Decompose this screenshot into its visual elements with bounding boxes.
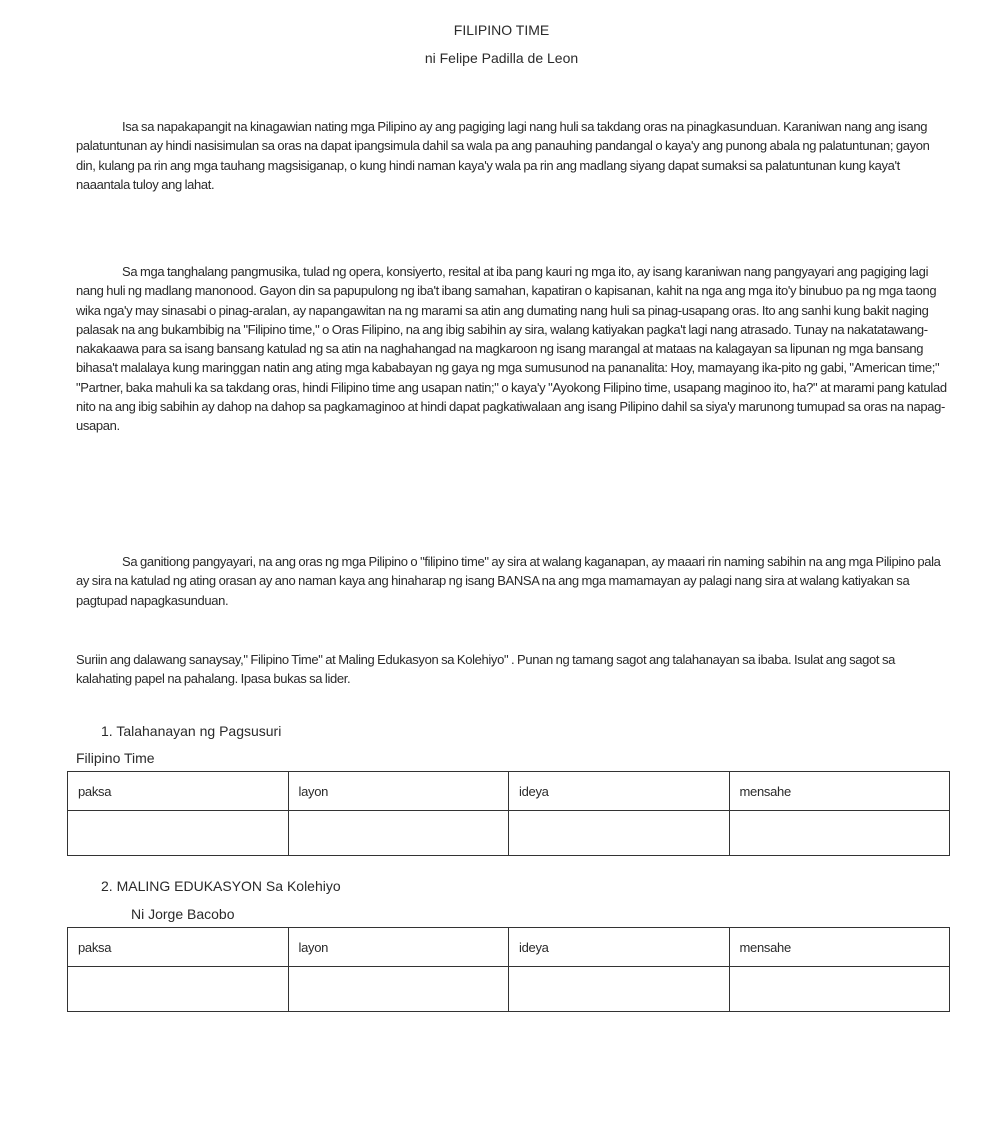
document-title: FILIPINO TIME bbox=[453, 22, 550, 38]
table-row bbox=[68, 811, 950, 856]
table-header-cell: layon bbox=[288, 928, 509, 967]
table-empty-cell bbox=[288, 967, 509, 1012]
section-1-heading: 1. Talahanayan ng Pagsusuri bbox=[101, 723, 282, 739]
table-empty-cell bbox=[509, 967, 730, 1012]
table-header-cell: paksa bbox=[68, 928, 289, 967]
table-empty-cell bbox=[68, 811, 289, 856]
section-2-heading: 2. MALING EDUKASYON Sa Kolehiyo bbox=[101, 878, 341, 894]
table-empty-cell bbox=[729, 811, 950, 856]
table-header-cell: layon bbox=[288, 772, 509, 811]
table-header-cell: mensahe bbox=[729, 772, 950, 811]
table-empty-cell bbox=[68, 967, 289, 1012]
document-author: ni Felipe Padilla de Leon bbox=[424, 50, 579, 66]
table-header-row bbox=[68, 772, 950, 811]
table-empty-cell bbox=[729, 967, 950, 1012]
table-header-cell: ideya bbox=[509, 772, 730, 811]
table-empty-cell bbox=[288, 811, 509, 856]
paragraph-3: Sa ganitiong pangyayari, na ang oras ng mga Pilipino o "filipino time" ay sira at walang kaganapan, ay maaari rin naming sabihin na ang mga Pilipino pala ay sira na katulad ng ating orasan ay ano naman kaya ang hinaharap ng isang BANSA na ang mga mamamayan ay palagi nang sira at walang katiyakan sa pagtupad napagkasunduan. bbox=[76, 554, 941, 608]
table-row bbox=[68, 967, 950, 1012]
table-header-cell: ideya bbox=[509, 928, 730, 967]
section-1-subtitle: Filipino Time bbox=[76, 750, 155, 766]
instructions-paragraph: Suriin ang dalawang sanaysay," Filipino Time" at Maling Edukasyon sa Kolehiyo" . Punan ng tamang sagot ang talahanayan sa ibaba. Isulat ang sagot sa kalahating papel na pahalang. Ipasa bukas sa lider. bbox=[76, 652, 895, 687]
analysis-table-1 bbox=[67, 771, 950, 856]
paragraph-1: Isa sa napakapangit na kinagawian nating mga Pilipino ay ang pagiging lagi nang huli sa takdang oras na pinagkasunduan. Karaniwan nang ang isang palatuntunan ay hindi nasisimulan sa oras na dapat ipangsimula dahil sa wala pa ang panauhing pandangal o kaya'y ang punong abala ng palatuntunan; gayon din, kulang pa rin ang mga tauhang magsisiganap, o kung hindi naman kaya'y wala pa rin ang madlang siyang dapat sumaksi sa palatuntunan kung kaya't naaantala tuloy ang lahat. bbox=[76, 119, 930, 192]
table-header-cell: mensahe bbox=[729, 928, 950, 967]
section-2-author: Ni Jorge Bacobo bbox=[131, 906, 235, 922]
analysis-table-2 bbox=[67, 927, 950, 1012]
paragraph-2: Sa mga tanghalang pangmusika, tulad ng opera, konsiyerto, resital at iba pang kauri ng mga ito, ay isang karaniwan nang pangyayari ang pagiging lagi nang huli ng madlang manonood. Gayon din sa papupulong ng iba't ibang samahan, kapatiran o kapisanan, kahit na nga ang mga ito'y binubuo pa ng mga taong wika nga'y may sinasabi o pinag-aralan, ay napangawitan na ng marami sa atin ang dumating nang huli sa pinag-usapang oras. Ito ang sanhi kung bakit naging palasak na ang bukambibig na "Filipino time," o Oras Filipino, na ang ibig sabihin ay sira, walang katiyakan pagka't lagi nang atrasado. Tunay na nakatatawang-nakakaawa para sa isang bansang katulad ng sa atin na naghahangad na magkaroon ng isang marangal at mataas na kalagayan sa lipunan ng mga bansang bihasa't malalaya kung maringgan natin ang ating mga kababayan ng gaya ng mga sumusunod na pananalita: Hoy, mamayang ika-pito ng gabi, "American time;" "Partner, baka mahuli ka sa takdang oras, hindi Filipino time ang usapan natin;" o kaya'y "Ayokong Filipino time, usapang maginoo ito, ha?" at marami pang katulad nito na ang ibig sabihin ay dahop na dahop sa pagkamaginoo at hindi dapat pagkatiwalaan ang isang Pilipino dahil sa siya'y marunong tumupad sa oras na napag-usapan. bbox=[76, 264, 947, 434]
table-header-row bbox=[68, 928, 950, 967]
table-empty-cell bbox=[509, 811, 730, 856]
table-header-cell: paksa bbox=[68, 772, 289, 811]
